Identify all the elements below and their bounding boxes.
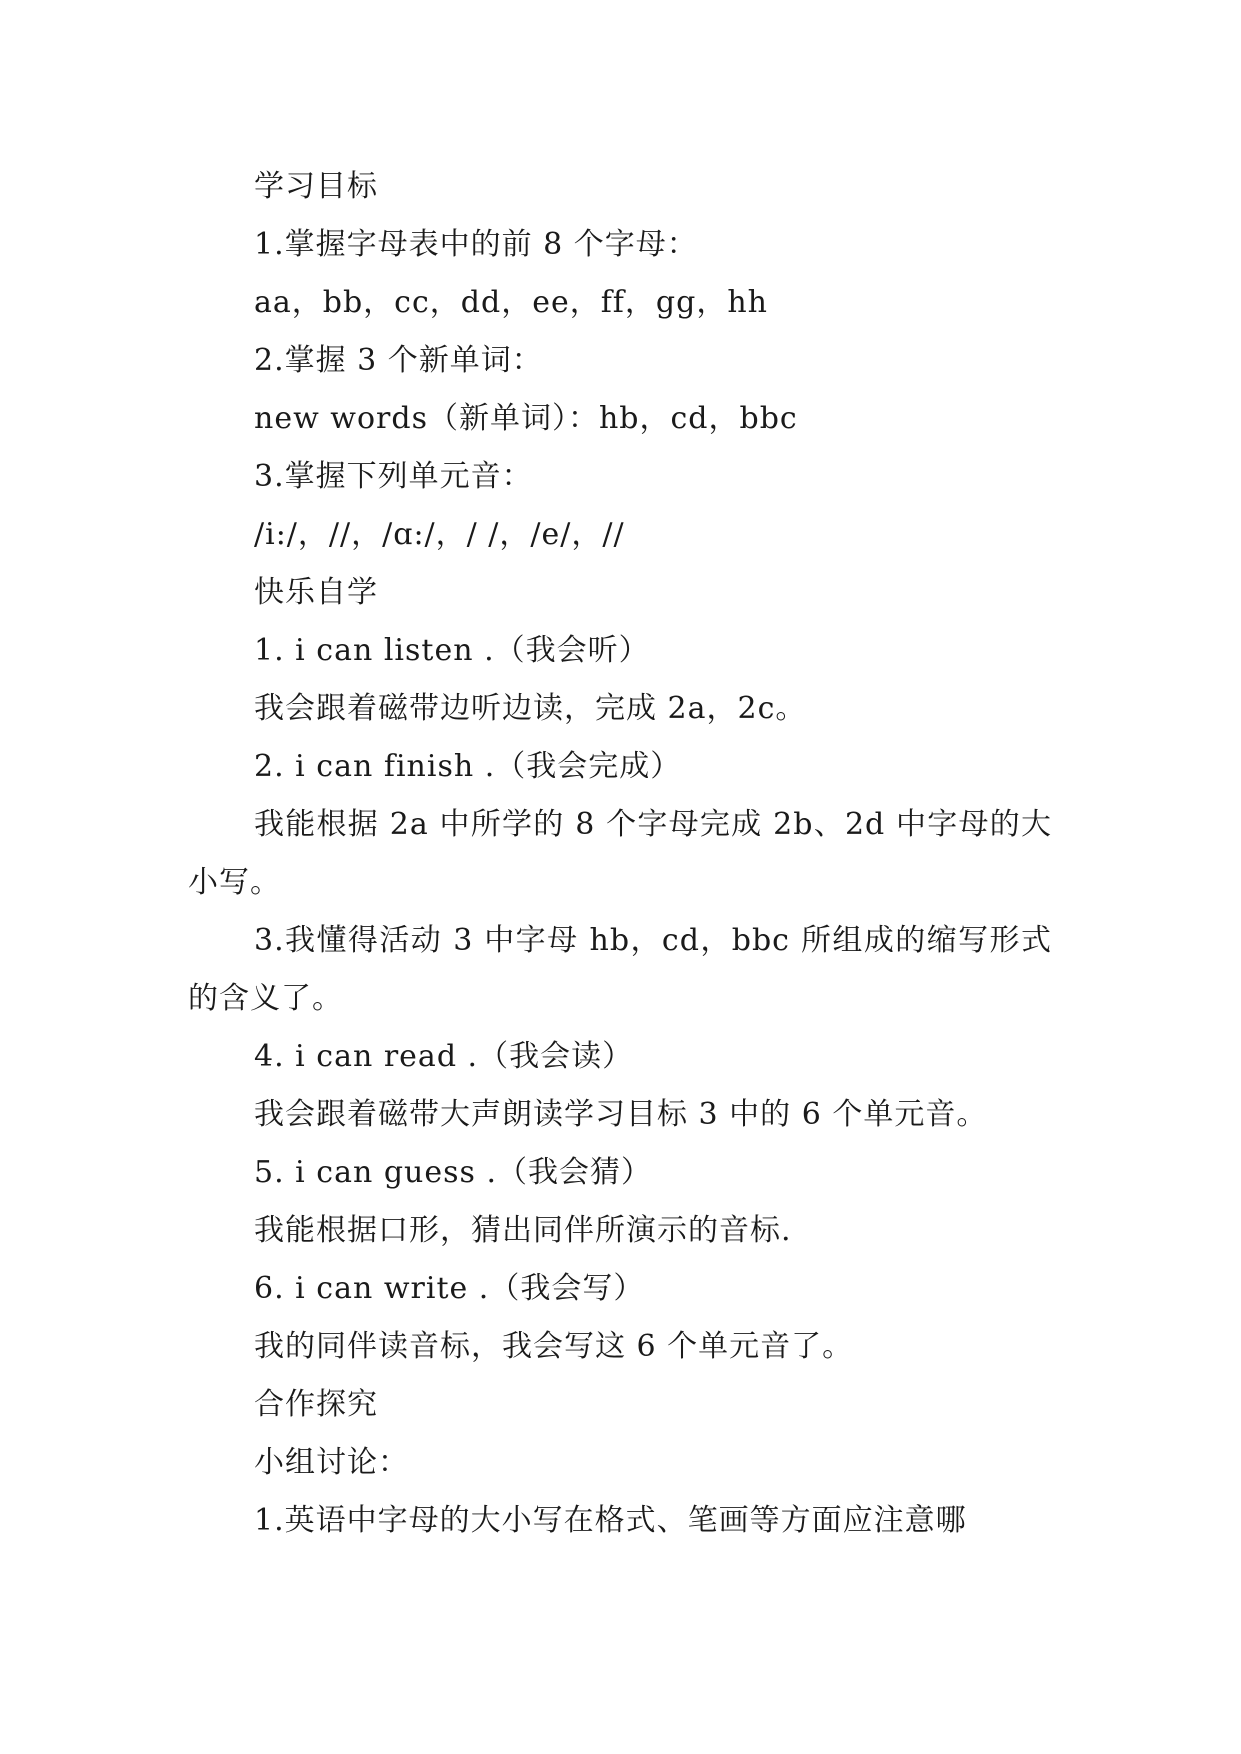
self-study-item-2: 2. i can finish .（我会完成） [254, 749, 682, 784]
vowels-line: /i:/，//，/ɑ:/，/ /，/e/，// [254, 517, 625, 552]
letters-list: aa，bb，cc，dd，ee，ff，gg，hh [254, 285, 768, 320]
goal-item-2: 2.掌握 3 个新单词： [254, 343, 543, 378]
new-words-line: new words（新单词）：hb，cd，bbc [254, 401, 798, 436]
discussion-question-1: 1.英语中字母的大小写在格式、笔画等方面应注意哪 [254, 1503, 967, 1538]
self-study-item-4: 4. i can read .（我会读） [254, 1039, 634, 1074]
self-study-item-2-detail: 我能根据 2a 中所学的 8 个字母完成 2b、2d 中字母的大小写。 [188, 807, 1052, 900]
self-study-item-1: 1. i can listen .（我会听） [254, 633, 650, 668]
goal-item-1: 1.掌握字母表中的前 8 个字母： [254, 227, 698, 262]
group-discussion-label: 小组讨论： [254, 1445, 409, 1480]
document-body [188, 158, 1052, 1550]
self-study-item-6-detail: 我的同伴读音标，我会写这 6 个单元音了。 [254, 1329, 854, 1364]
self-study-item-6: 6. i can write .（我会写） [254, 1271, 645, 1306]
self-study-item-4-detail: 我会跟着磁带大声朗读学习目标 3 中的 6 个单元音。 [254, 1097, 988, 1132]
section-heading-learning-goals: 学习目标 [254, 169, 378, 204]
self-study-item-3: 3.我懂得活动 3 中字母 hb，cd，bbc 所组成的缩写形式的含义了。 [188, 923, 1052, 1016]
section-heading-cooperation: 合作探究 [254, 1387, 378, 1422]
self-study-item-5: 5. i can guess .（我会猜） [254, 1155, 652, 1190]
self-study-item-5-detail: 我能根据口形，猜出同伴所演示的音标. [254, 1213, 792, 1248]
self-study-item-1-detail: 我会跟着磁带边听边读，完成 2a，2c。 [254, 691, 807, 726]
goal-item-3: 3.掌握下列单元音： [254, 459, 533, 494]
section-heading-self-study: 快乐自学 [254, 575, 378, 610]
